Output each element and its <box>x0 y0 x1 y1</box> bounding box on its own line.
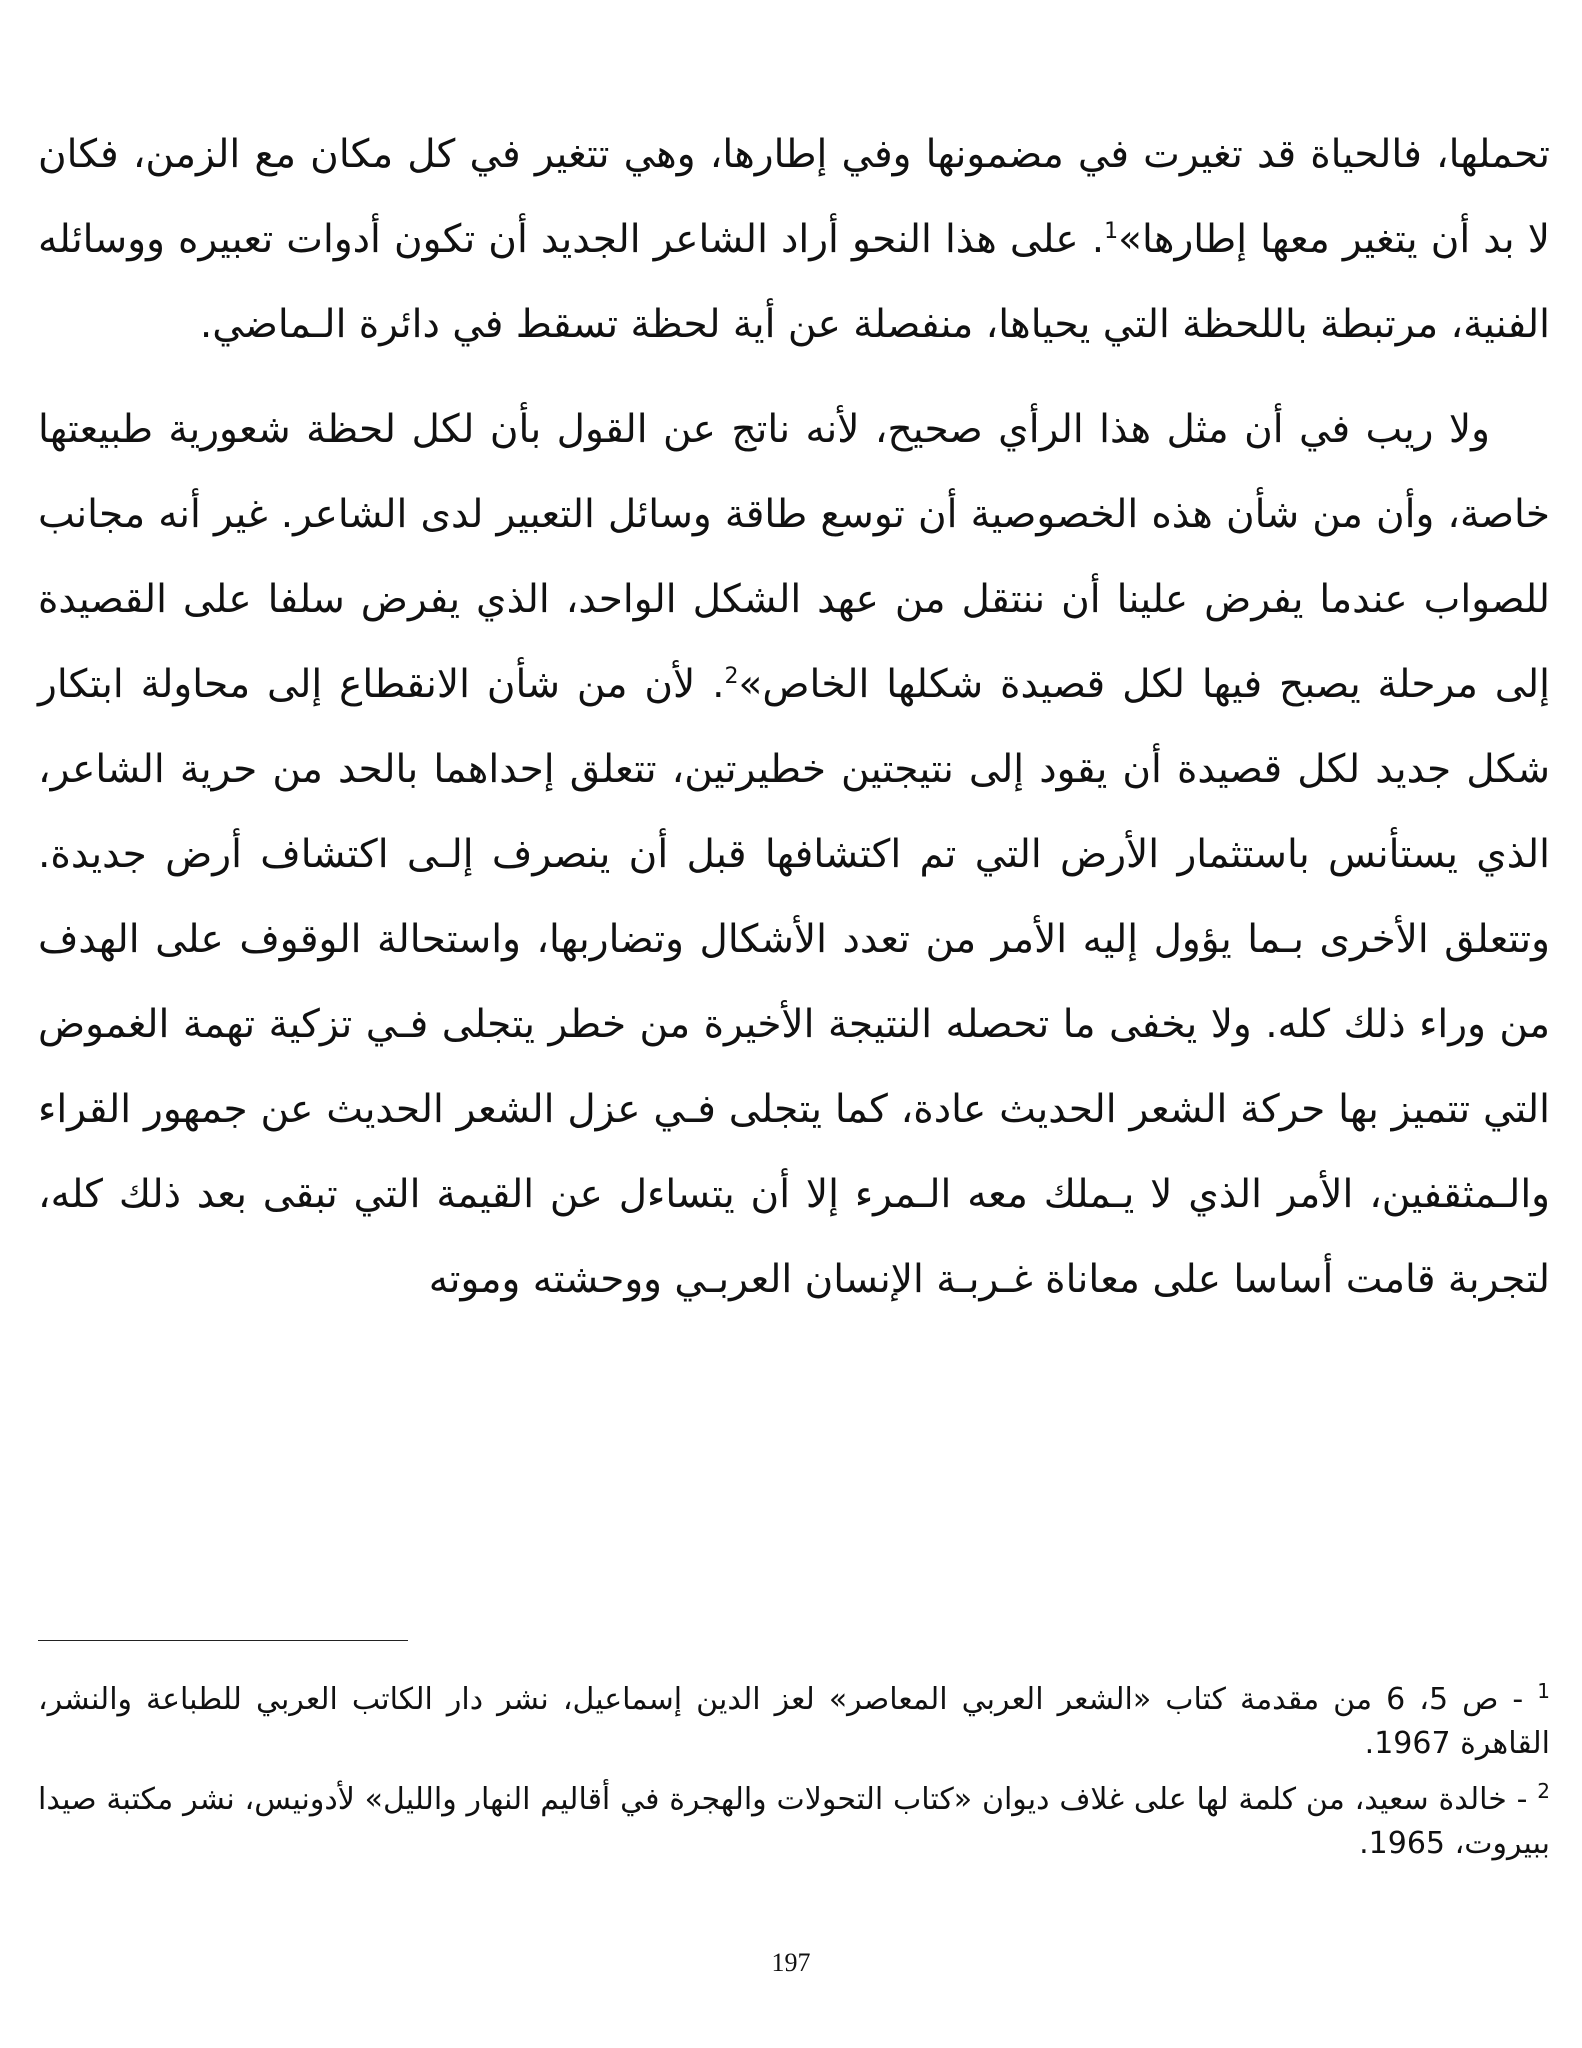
page-number: 197 <box>771 1948 811 1977</box>
footnote-ref-1[interactable]: 1 <box>1104 219 1119 244</box>
paragraph-2-continuation: . لأن من شأن الانقطاع إلى محاولة ابتكار شكل جديد لكل قصيدة أن يقود إلى نتيجتين خطيرتين، تتعلق إحداهما بالحد من حرية الشاعر، الذي يستأنس باستثمار الأرض التي تم اكتشافها قبل أن ينصرف إلـى اكتشاف أرض جديدة. وتتعلق الأخرى بـما يؤول إليه الأمر من تعدد الأشكال وتضاربها، واستحالة الوقوف على الهدف من وراء ذلك كله. ولا يخفى ما تحصله النتيجة الأخيرة من خطر يتجلى فـي تزكية تهمة الغموض التي تتميز بها حركة الشعر الحديث عادة، كما يتجلى فـي عزل الشعر الحديث عن جمهور القراء والـمثقفين، الأمر الذي لا يـملك معه الـمرء إلا أن يتساءل عن القيمة التي تبقى بعد ذلك كله، لتجربة قامت أساسا على معاناة غـربـة الإنسان العربـي ووحشته وموته <box>38 662 1550 1302</box>
footnotes <box>38 1678 1550 1878</box>
paragraph-1 <box>38 112 1550 367</box>
main-text <box>38 112 1550 1322</box>
paragraph-2 <box>38 387 1550 1322</box>
footnote-ref-2[interactable]: 2 <box>724 664 739 689</box>
footnote-text: - خالدة سعيد، من كلمة لها على غلاف ديوان «كتاب التحولات والهجرة في أقاليم النهار والليل» لأدونيس، نشر مكتبة صيدا ببيروت، 1965. <box>38 1782 1550 1861</box>
paragraph-2-text: ولا ريب في أن مثل هذا الرأي صحيح، لأنه ناتج عن القول بأن لكل لحظة شعورية طبيعتها خاصة، وأن من شأن هذه الخصوصية أن توسع طاقة وسائل التعبير لدى الشاعر. غير أنه مجانب للصواب عندما يفرض علينا أن ننتقل من عهد الشكل الواحد، الذي يفرض سلفا على القصيدة إلى مرحلة يصبح فيها لكل قصيدة شكلها الخاص» <box>38 407 1550 707</box>
paragraph-1-continuation: . على هذا النحو أراد الشاعر الجديد أن تكون أدوات تعبيره ووسائله الفنية، مرتبطة باللحظة التي يحياها، منفصلة عن أية لحظة تسقط في دائرة الـماضي. <box>38 217 1550 347</box>
footnote-text: - ص 5، 6 من مقدمة كتاب «الشعر العربي المعاصر» لعز الدين إسماعيل، نشر دار الكاتب العربي للطباعة والنشر، القاهرة 1967. <box>38 1682 1550 1761</box>
footnote-divider <box>38 1640 408 1641</box>
footnote-number: 2 <box>1537 1779 1550 1803</box>
paragraph-1-text: تحملها، فالحياة قد تغيرت في مضمونها وفي إطارها، وهي تتغير في كل مكان مع الزمن، فكان لا بد أن يتغير معها إطارها» <box>38 132 1550 262</box>
footnote-1 <box>38 1678 1550 1766</box>
footnote-2 <box>38 1778 1550 1866</box>
footnote-number: 1 <box>1537 1679 1551 1703</box>
